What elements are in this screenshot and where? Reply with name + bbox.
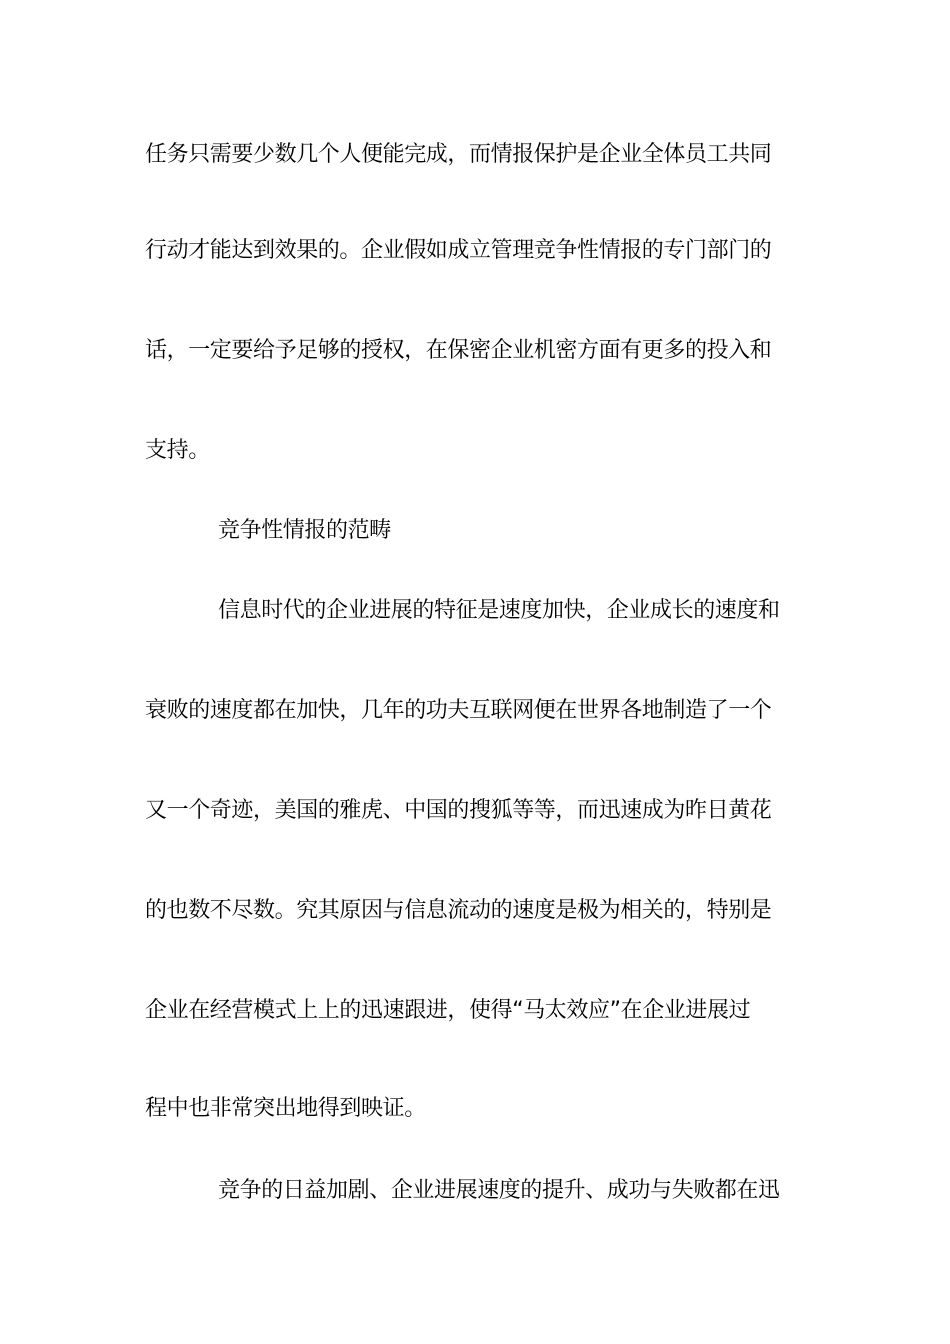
paragraph-line: 衰败的速度都在加快，几年的功夫互联网便在世界各地制造了一个 xyxy=(145,698,772,723)
paragraph-line: 话，一定要给予足够的授权，在保密企业机密方面有更多的投入和 xyxy=(145,338,772,363)
paragraph-line: 任务只需要少数几个人便能完成，而情报保护是企业全体员工共同 xyxy=(145,142,772,167)
paragraph-line: 企业在经营模式上上的迅速跟进，使得“马太效应”在企业进展过 xyxy=(145,998,751,1023)
paragraph-line: 竞争的日益加剧、企业进展速度的提升、成功与失败都在迅 xyxy=(218,1178,780,1203)
paragraph-line: 支持。 xyxy=(145,438,210,463)
paragraph-line: 信息时代的企业进展的特征是速度加快，企业成长的速度和 xyxy=(218,598,780,623)
paragraph-line: 又一个奇迹，美国的雅虎、中国的搜狐等等，而迅速成为昨日黄花 xyxy=(145,798,772,823)
paragraph-line: 行动才能达到效果的。企业假如成立管理竞争性情报的专门部门的 xyxy=(145,238,772,263)
paragraph-line: 的也数不尽数。究其原因与信息流动的速度是极为相关的，特别是 xyxy=(145,898,772,923)
section-heading: 竞争性情报的范畴 xyxy=(218,518,391,543)
paragraph-line: 程中也非常突出地得到映证。 xyxy=(145,1096,426,1121)
